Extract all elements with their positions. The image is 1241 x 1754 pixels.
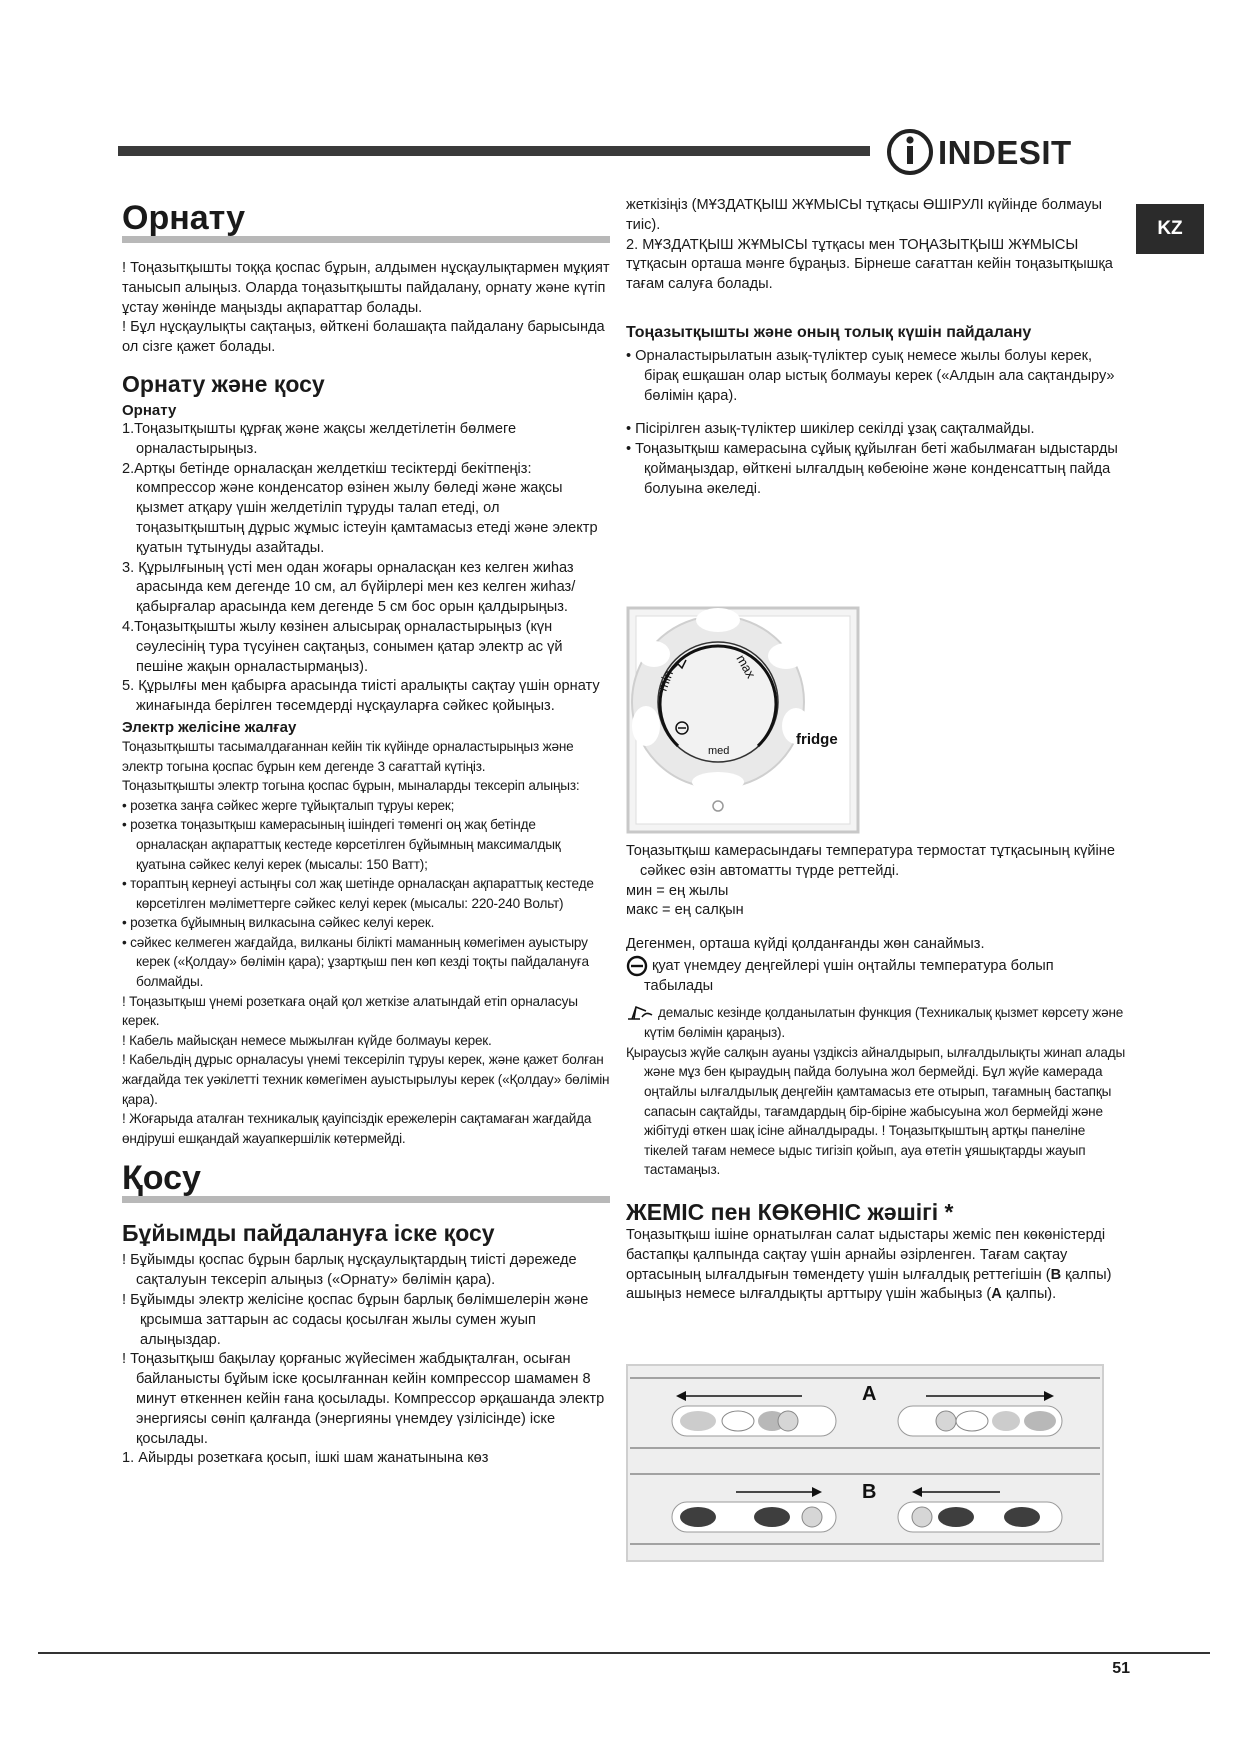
electric-bullet: • розетка тоңазытқыш камерасының ішіндегі төменгі оң жақ бетінде орналасқан ақпараттық кестеде көрсетілген бұйымның максималдық қуатына сәйкес келуі керек (мысалы: 150 Ватт); (122, 817, 561, 872)
slider-a-label: A (862, 1383, 877, 1405)
install-item: 2.Артқы бетінде орналасқан желдеткіш тесіктерді бекітпеңіз: компрессор және конденсатор өзінен жылу бөледі және жақсы қызмет атқару үшін желдетіліп тұруды талап етеді, ол тоңазытқыштың дұрыс жұмыс істеуін қамтамасыз етеді және электр қуатын тұтынуды азайтады. (122, 460, 598, 556)
electric-intro-1: Тоңазытқышты тасымалдағаннан кейін тік күйінде орналастырыңыз және электр тогына қоспас бұрын кем дегенде 3 сағаттай күтіңіз. (122, 738, 574, 774)
install-item: 4.Тоңазытқышты жылу көзінен алысырақ орналастырыңыз (күн сәулесінің тура түсуінен сақтаңыз, сонымен қатар электр ас үй пешіне жақын орналастырмаңыз). (122, 618, 563, 675)
slider-b-left[interactable] (672, 1502, 836, 1532)
fruit-text-part: қалпы) ашыңыз немесе ылғалдықты арттыру үшін жабыңыз ( (626, 1266, 1112, 1303)
use-bullet: • Орналастырылатын азық-түліктер суық немесе жылы болуы керек, бірақ ешқашан олар ыстық болмауы керек («Алдын ала сақтандыру» бөлімін қара). (626, 347, 1115, 404)
eco-text: қуат үнемдеу деңгейлері үшін оңтайлы температура болып табылады (644, 957, 1054, 994)
page-number: 51 (1112, 1660, 1130, 1677)
install-title: Орнату (122, 199, 246, 237)
spacer (626, 921, 1126, 935)
dial-min-label: min (654, 668, 676, 694)
electric-bullet: • сәйкес келмеген жағдайда, вилканы білікті маманның көмегімен ауыстыру керек («Қолдау» бөлімін қара); ұзартқыш пен көп кезді тоқты пайдалануға болмайды. (122, 934, 589, 990)
spacer (626, 406, 1126, 420)
install-item: 1.Тоңазытқышты құрғақ және жақсы желдетілетін бөлмеге орналастырыңыз. (122, 420, 517, 457)
thermo-max: макс = ең салқын (626, 902, 744, 919)
intro-para-1: ! Тоңазытқышты тоққа қоспас бұрын, алдымен нұсқаулықтармен мұқият танысып алыңыз. Оларда тоңазытқышты пайдалану, орнату және күтіп ұстау жөнінде маңызды ақпараттар болады. (122, 260, 610, 316)
use-bullet: • Тоңазытқыш камерасына сұйық құйылған беті жабылмаған ыдыстарды қоймаңыздар, өйткені ылғалдың көбеюіне және конденсаттың пайда болуына әкеледі. (626, 441, 1118, 497)
electric-note: ! Жоғарыда аталған техникалық қауіпсіздік ережелерін сақтамаған жағдайда өндіруші ешқандай жауапкершілік көтермейді. (122, 1111, 592, 1146)
thermo-mid: Дегенмен, орташа күйді қолданғанды жөн санаймыз. (626, 936, 985, 953)
electric-note: ! Тоңазытқыш үнемі розеткаға оңай қол жеткізе алатындай етіп орналасуы керек. (122, 993, 578, 1029)
fruit-text (626, 1226, 1126, 1305)
electric-intro-2: Тоңазытқышты электр тогына қоспас бұрын, мыналарды тексеріп алыңыз: (122, 778, 580, 794)
header-rule (118, 146, 870, 156)
start-heading: Бұйымды пайдалануға іске қосу (122, 1220, 495, 1247)
indesit-logo (886, 124, 1110, 180)
holiday-icon (626, 1003, 654, 1023)
slider-a-left[interactable] (672, 1406, 836, 1436)
electric-bullet: • розетка бұйымның вилкасына сәйкес келуі керек. (122, 915, 435, 931)
humidity-slider-diagram (626, 1364, 1104, 1562)
right-column-bottom (626, 842, 1126, 1305)
demo-text: демалыс кезінде қолданылатын функция (Техникалық қызмет көрсету және күтім бөлімін қараңыз). (644, 1004, 1124, 1041)
fruit-heading: ЖЕМІС пен КӨКӨНІС жәшігі * (626, 1198, 954, 1225)
start-continued: жеткізіңіз (МҰЗДАТҚЫШ ЖҰМЫСЫ тұтқасы ӨШІРУЛІ күйінде болмауы тиіс). (626, 197, 1102, 233)
use-bullet: • Пісірілген азық-түліктер шикілер секілді ұзақ сақталмайды. (626, 421, 1035, 438)
install-item: 3. Құрылғының үсті мен одан жоғары орналасқан кез келген жиһаз арасында кем дегенде 10 см, ал бүйірлері мен кез келген жиһаз/қабырғалар арасында кем дегенде 5 см бос орын қалдырыңыз. (122, 559, 576, 616)
start-item: ! Бұйымды электр желісіне қоспас бұрын барлық бөлімшелерін және қрсымша заттарын ас содасы қосылған жылы сумен жуып алыңыздар. (122, 1292, 589, 1348)
right-column-top (626, 196, 1126, 500)
electric-note: ! Кабельдің дұрыс орналасуы үнемі тексеріліп тұруы керек, және қажет болған жағдайда тек уәкілетті техник көмегімен ауыстырылуы керек («Қолдау» бөлімін қара). (122, 1052, 610, 1107)
indicator-lamp-icon (713, 801, 723, 811)
slider-b-label: B (862, 1481, 877, 1503)
install-subheading: Орнату (122, 401, 177, 419)
start-item: 1. Айырды розеткаға қосып, ішкі шам жанатынына көз (122, 1450, 489, 1467)
thermo-min: мин = ең жылы (626, 882, 729, 899)
eco-note (626, 955, 1126, 997)
dial-fridge-label: fridge (796, 731, 838, 748)
eco-icon (626, 955, 648, 977)
dial-med-label: med (708, 745, 730, 757)
use-heading: Тоңазытқышты және оның толық күшін пайдалану (626, 323, 1032, 341)
install-connect-heading: Орнату және қосу (122, 370, 325, 397)
connect-title: Қосу (122, 1159, 201, 1198)
start-step-2: 2. МҰЗДАТҚЫШ ЖҰМЫСЫ тұтқасы мен ТОҢАЗЫТҚЫШ ЖҰМЫСЫ тұтқасын орташа мәнге бұраңыз. Бірнеше сағаттан кейін тоңазытқышқа тағам салуға болады. (626, 236, 1113, 293)
slider-a-right[interactable] (898, 1406, 1062, 1436)
fruit-b-ref: B (1050, 1266, 1062, 1283)
fruit-text-part: қалпы). (1001, 1286, 1057, 1303)
thermo-text: Тоңазытқыш камерасындағы температура термостат тұтқасының күйіне сәйкес өзін автоматты түрде реттейді. (626, 843, 1115, 879)
footer-rule (38, 1652, 1210, 1654)
fruit-a-ref: A (991, 1286, 1002, 1303)
thermostat-dial-diagram (626, 606, 860, 834)
intro-para-2: ! Бұл нұсқаулықты сақтаңыз, өйткені болашақта пайдалану барысында ол сізге қажет болады. (122, 319, 605, 356)
install-item: 5. Құрылғы мен қабырға арасында тиісті аралықты сақтау үшін орнату жинағында берілген төсемдерді нұсқауларға сәйкес қойыңыз. (122, 678, 600, 715)
electric-bullet: • розетка заңға сәйкес жерге тұйықталып тұруы керек; (122, 797, 455, 813)
nofrost-text: Қырaусыз жүйе салқын ауаны үздіксіз айналдырып, ылғалдылықты жинап алады және мұз бен қыраудың пайда болуына жол бермейді. Бұл жүйе камерада оңтайлы ылғалдылық деңгейін қамтамасыз ете отырып, тағамның бастапқы сапасын сақтайды, тағамдардың бір-біріне жабысуына жол бермейді және жібітуді өткен шақ ісіне айналдырады. ! Тоңазытқыштың артқы панеліне тікелей тағам немесе ыдыс тигізіп қойып, ауа өтетін ұяшықтарды жауып тастамаңыз. (626, 1044, 1126, 1178)
start-item: ! Тоңазытқыш бақылау қорғаныс жүйесімен жабдықталған, осыған байланысты бұйым іске қосылғаннан кейін компрессор шамамен 8 минут өткеннен кейін ғана қосылады. Компрессор әрқашанда электр энергиясы сөніп қалғанда (энергияны үнемдеу үзілісінде) іске қосылады. (122, 1351, 605, 1447)
electric-bullet: • торaптың кернеуі астыңғы сол жақ шетінде орналасқан ақпараттық кестеде көрсетілген мәліметтерге сәйкес келуі керек (мысалы: 220-240 Вольт) (122, 876, 594, 911)
start-item: ! Бұйымды қоспас бұрын барлық нұсқаулықтардың тиісті дәрежеде сақталуын тексеріп алыңыз («Орнату» бөлімін қара). (122, 1252, 577, 1289)
brand-text: INDESIT (938, 134, 1072, 171)
slider-b-right[interactable] (898, 1502, 1062, 1532)
electric-heading: Электр желісіне жалғау (122, 718, 297, 736)
electric-note: ! Кабель майысқан немесе мыжылған күйде болмауы керек. (122, 1032, 492, 1048)
language-tab[interactable]: KZ (1136, 204, 1204, 254)
fruit-text-part: Тоңазытқыш ішіне орнатылған салат ыдыстары жеміс пен көкөністерді бастапқы қалпында сақтау үшін арнайы әзірленген. Тағам сақтау ортасының ылғалдығын төмендету үшін ылғалдық реттегішін ( (626, 1226, 1106, 1283)
left-column (122, 196, 610, 1469)
dial-max-label: max (733, 652, 759, 681)
demo-note (626, 1003, 1126, 1043)
